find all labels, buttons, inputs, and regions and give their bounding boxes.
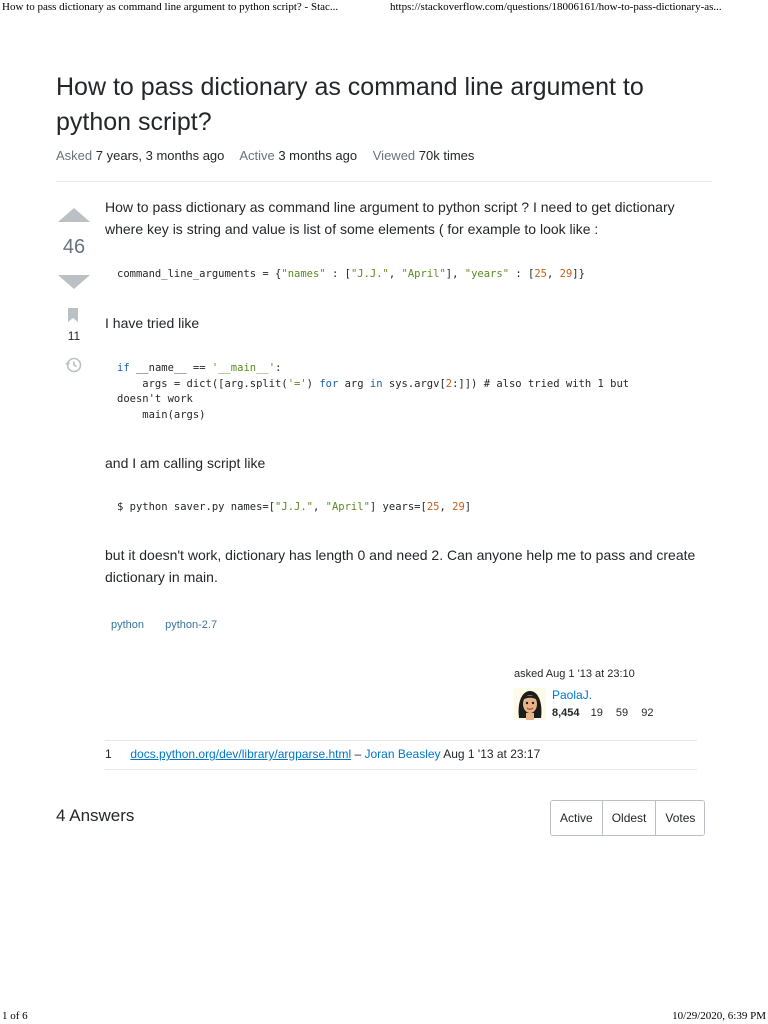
question-paragraph-1: How to pass dictionary as command line argument to python script ? I need to get dictionary where key is string and value is list of some elements ( for example to look like : [105,199,675,237]
sort-tab-votes[interactable]: Votes [655,801,704,835]
active-label: Active [239,148,275,163]
answer-sort-tabs [550,800,705,836]
question-owner-card [514,668,714,719]
bookmark-count: 11 [67,329,81,343]
comment-link[interactable]: docs.python.org/dev/library/argparse.html [130,747,352,761]
tag-python[interactable]: python [111,619,145,631]
question-paragraph-3: and I am calling script like [105,455,266,471]
print-date: 10/29/2020, 6:39 PM [672,1010,766,1022]
tag-list [105,616,229,634]
comment-divider-top [105,740,697,741]
asked-value: 7 years, 3 months ago [95,148,225,163]
code-block-attempt: if __name__ == '__main__': args = dict([arg.split('=') for arg in sys.argv[2:]]) # also tried with 1 but doesn't work main(args) [117,362,630,421]
comment [105,747,540,761]
downvote-arrow-icon[interactable] [58,275,90,289]
active-value[interactable]: 3 months ago [278,148,358,163]
code-block-dictionary: command_line_arguments = {"names" : ["J.J.", "April"], "years" : [25, 29]} [117,268,585,280]
print-page-url: https://stackoverflow.com/questions/18006161/how-to-pass-dictionary-as... [390,1,722,13]
title-divider [56,181,712,182]
viewed-value: 70k times [418,148,475,163]
comment-date: Aug 1 '13 at 23:17 [443,747,541,761]
avatar[interactable] [514,688,546,720]
vote-count: 46 [62,236,86,258]
gold-badge-count: 19 [590,707,603,719]
comment-divider-bottom [105,769,697,770]
question-paragraph-2: I have tried like [105,315,200,331]
comment-score: 1 [105,747,112,761]
print-header [0,0,768,16]
print-page-number: 1 of 6 [2,1010,28,1022]
sort-tab-active[interactable]: Active [551,801,602,835]
code-block-command: $ python saver.py names=["J.J.", "April"] years=[25, 29] [117,501,472,513]
upvote-arrow-icon[interactable] [58,208,90,222]
bronze-badge-count: 92 [641,707,654,719]
question-title[interactable]: How to pass dictionary as command line argument to python script? [56,73,644,136]
question-paragraph-4: but it doesn't work, dictionary has length 0 and need 2. Can anyone help me to pass and create dictionary in main. [105,547,696,585]
tag-python-2-7[interactable]: python-2.7 [165,619,218,631]
comment-separator: – [354,747,362,761]
history-icon[interactable] [64,356,82,374]
comment-user[interactable]: Joran Beasley [364,747,441,761]
bookmark-icon[interactable] [68,308,78,322]
sort-tab-oldest[interactable]: Oldest [602,801,656,835]
print-footer [0,1008,768,1024]
silver-badge-count: 59 [615,707,629,719]
owner-name[interactable]: PaolaJ. [552,688,593,702]
owner-reputation: 8,454 [552,707,580,719]
owner-stats [552,707,663,719]
question-meta [56,148,486,163]
viewed-label: Viewed [372,148,416,163]
asked-timestamp: asked Aug 1 '13 at 23:10 [514,668,635,680]
print-page-title: How to pass dictionary as command line argument to python script? - Stac... [2,1,339,13]
answers-count-heading: 4 Answers [56,806,135,825]
asked-label: Asked [56,148,93,163]
